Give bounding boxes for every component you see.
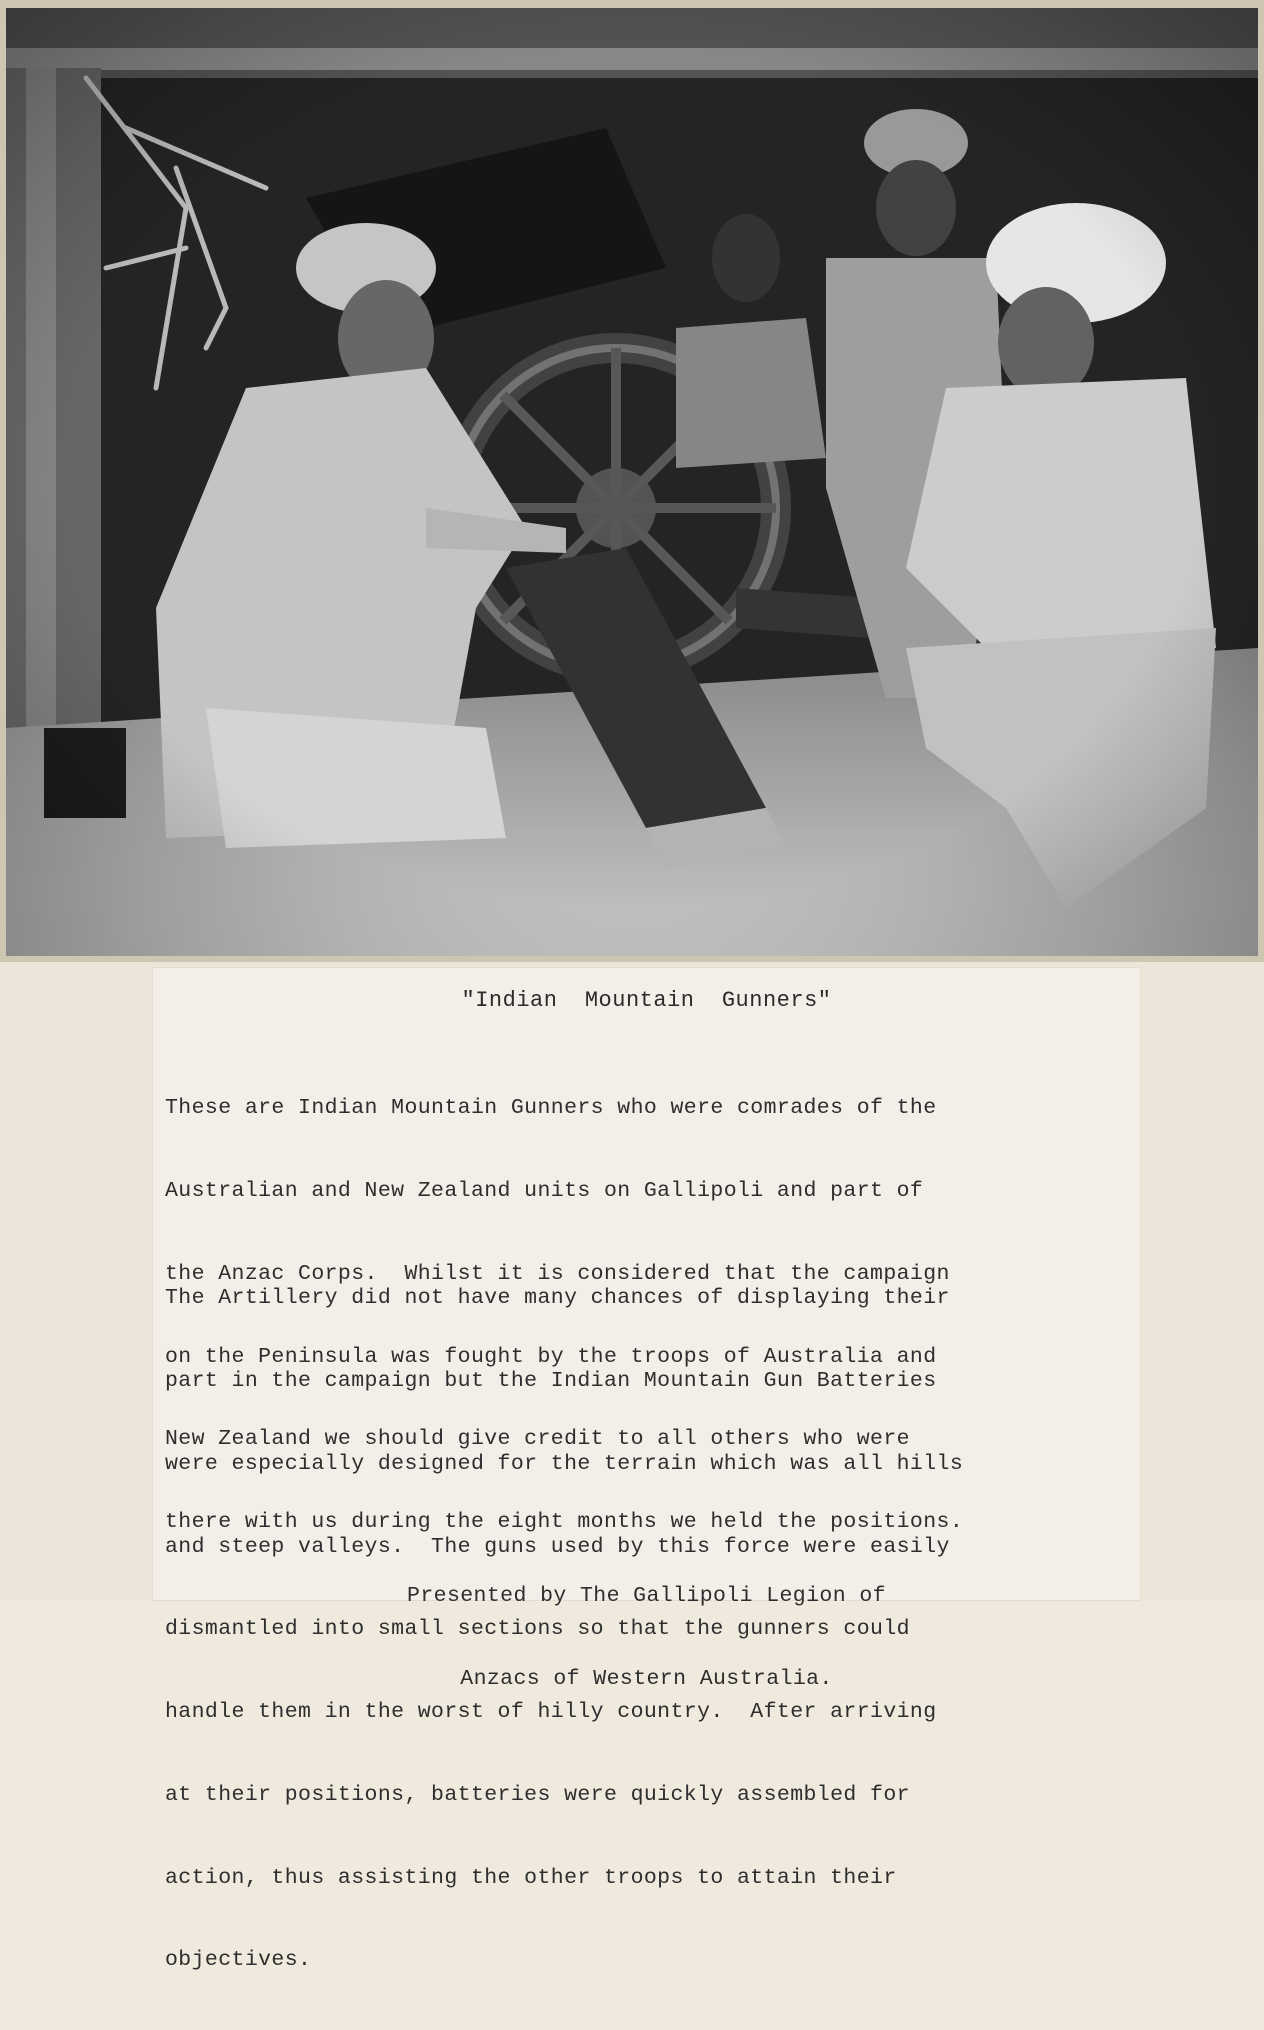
photo-mat <box>0 0 1264 962</box>
gunners-photo-illustration <box>6 8 1258 956</box>
text-line: at their positions, batteries were quickly assembled for <box>165 1782 910 1807</box>
text-line: there with us during the eight months we held the positions. <box>165 1510 964 1535</box>
credit-line: Presented by The Gallipoli Legion of <box>407 1584 886 1609</box>
text-line: New Zealand we should give credit to all others who were <box>165 1427 910 1452</box>
caption-title: "Indian Mountain Gunners" <box>461 988 832 1013</box>
text-line: dismantled into small sections so that the gunners could <box>165 1617 910 1642</box>
text-line: and steep valleys. The guns used by this force were easily <box>165 1534 950 1559</box>
presentation-credit <box>153 1528 1140 1749</box>
historical-photograph <box>6 8 1258 956</box>
text-line: the Anzac Corps. Whilst it is considered that the campaign <box>165 1261 950 1286</box>
text-line: These are Indian Mountain Gunners who were comrades of the <box>165 1096 937 1121</box>
text-line: The Artillery did not have many chances of displaying their <box>165 1286 950 1311</box>
text-line: Australian and New Zealand units on Gallipoli and part of <box>165 1178 924 1203</box>
text-line: action, thus assisting the other troops to attain their <box>165 1865 897 1890</box>
typed-caption-card <box>153 968 1140 1973</box>
text-line: were especially designed for the terrain which was all hills <box>165 1451 964 1476</box>
text-line: objectives. <box>165 1948 312 1973</box>
text-line: handle them in the worst of hilly country. After arriving <box>165 1700 937 1725</box>
text-line: on the Peninsula was fought by the troops of Australia and <box>165 1344 937 1369</box>
text-line: part in the campaign but the Indian Mountain Gun Batteries <box>165 1368 937 1393</box>
credit-line: Anzacs of Western Australia. <box>460 1666 833 1691</box>
